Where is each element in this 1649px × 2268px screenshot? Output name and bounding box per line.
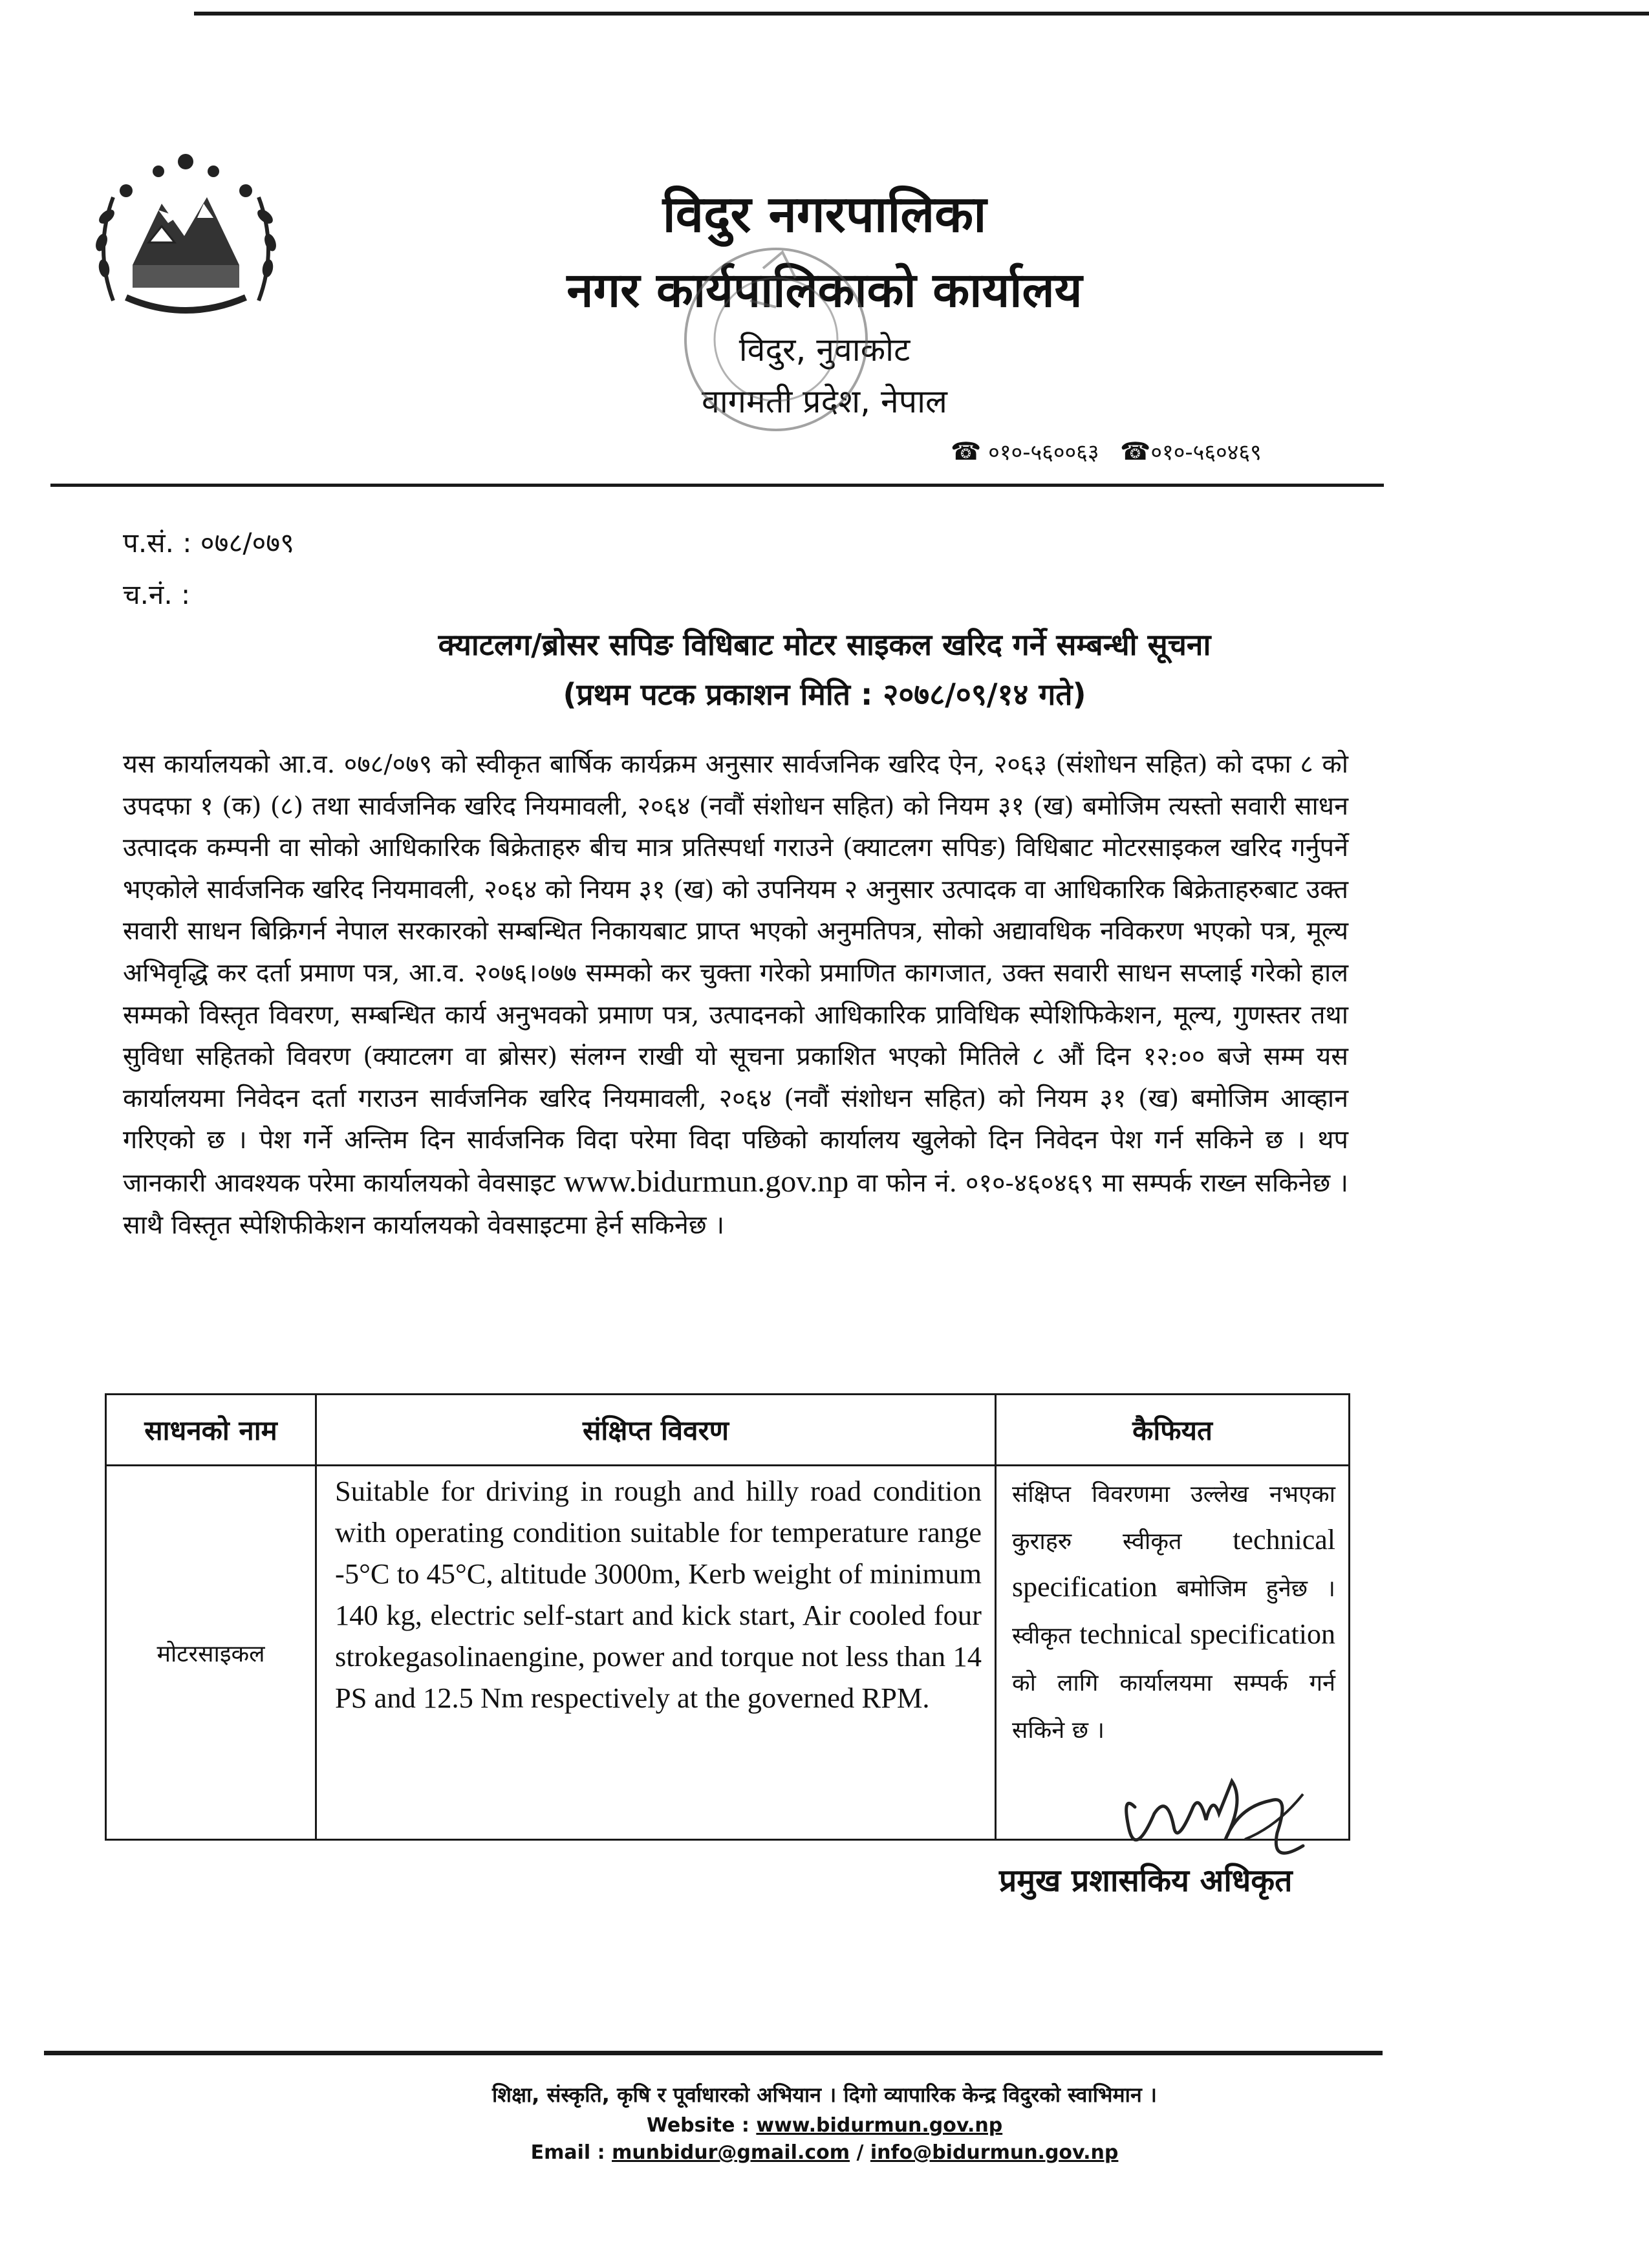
phone-numbers <box>951 436 1262 466</box>
address-line-2: वागमती प्रदेश, नेपाल <box>702 383 947 420</box>
footer-divider <box>44 2051 1383 2055</box>
column-header-item: साधनको नाम <box>106 1395 316 1466</box>
phone-number-2: ०१०-५६०४६९ <box>1150 440 1262 465</box>
signatory-designation: प्रमुख प्रशासकिय अधिकृत <box>999 1863 1293 1899</box>
footer-email <box>0 2141 1649 2164</box>
footer-slogan: शिक्षा, संस्कृति, कृषि र पूर्वाधारको अभियान । दिगो व्यापारिक केन्द्र विदुरको स्वाभिमान । <box>492 2082 1157 2107</box>
telephone-icon: ☎ <box>951 437 982 465</box>
notice-body <box>123 744 1348 1246</box>
footer-email-separator: / <box>850 2141 870 2164</box>
phone-number-1: ०१०-५६००६३ <box>988 440 1099 465</box>
footer-email-link-2[interactable]: info@bidurmun.gov.np <box>870 2141 1119 2164</box>
dispatch-number: च.नं. : <box>123 579 191 610</box>
body-text-part-2: वा फोन नं. ०१०-४६०४६९ मा सम्पर्क राख्न सकिनेछ । साथै विस्तृत स्पेशिफीकेशन कार्यालयको वेवसाइटमा हेर्न सकिनेछ । <box>123 1168 1348 1240</box>
footer-website <box>0 2114 1649 2137</box>
footer-website-label: Website : <box>646 2114 757 2137</box>
address-line-1: विदुर, नुवाकोट <box>738 331 911 369</box>
municipality-name: विदुर नगरपालिका <box>662 186 987 244</box>
notice-subject: क्याटलग/ब्रोसर सपिङ विधिबाट मोटर साइकल खरिद गर्ने सम्बन्धी सूचना <box>438 627 1211 662</box>
publication-date: (प्रथम पटक प्रकाशन मिति : २०७८/०९/१४ गते) <box>563 677 1086 712</box>
column-header-description: संक्षिप्त विवरण <box>316 1395 996 1466</box>
remarks-cell: संक्षिप्त विवरणमा उल्लेख नभएका कुराहरु स्वीकृत technical specification बमोजिम हुनेछ । स्वीकृत technical specification को लागि कार्यालयमा सम्पर्क गर्न सकिने छ । <box>996 1466 1350 1840</box>
table-header-row <box>106 1395 1350 1466</box>
telephone-icon: ☎ <box>1119 437 1151 465</box>
footer-email-link-1[interactable]: munbidur@gmail.com <box>612 2141 850 2164</box>
body-text-part-1: यस कार्यालयको आ.व. ०७८/०७९ को स्वीकृत बार्षिक कार्यक्रम अनुसार सार्वजनिक खरिद ऐन, २०६३ (संशोधन सहित) को दफा ८ को उपदफा १ (क) (८) तथा सार्वजनिक खरिद नियमावली, २०६४ (नवौं संशोधन सहित) को नियम ३१ (ख) बमोजिम त्यस्तो सवारी साधन उत्पादक कम्पनी वा सोको आधिकारिक बिक्रेताहरु बीच मात्र प्रतिस्पर्धा गराउने (क्याटलग सपिङ) विधिबाट मोटरसाइकल खरिद गर्नुपर्ने भएकोले सार्वजनिक खरिद नियमावली, २०६४ को नियम ३१ (ख) को उपनियम २ अनुसार उत्पादक वा आधिकारिक बिक्रेताहरुबाट उक्त सवारी साधन बिक्रिगर्न नेपाल सरकारको सम्बन्धित निकायबाट प्राप्त भएको अनुमतिपत्र, सोको अद्यावधिक नविकरण भएको पत्र, मूल्य अभिवृद्धि कर दर्ता प्रमाण पत्र, आ.व. २०७६।०७७ सम्मको कर चुक्ता गरेको प्रमाणित कागजात, उक्त सवारी साधन सप्लाई गरेको हाल सम्मको विस्तृत विवरण, सम्बन्धित कार्य अनुभवको प्रमाण पत्र, उत्पादनको आधिकारिक प्राविधिक स्पेशिफिकेशन, मूल्य, गुणस्तर तथा सुविधा सहितको विवरण (क्याटलग वा ब्रोसर) संलग्न राखी यो सूचना प्रकाशित भएको मितिले ८ औं दिन १२:०० बजे सम्म यस कार्यालयमा निवेदन दर्ता गराउन सार्वजनिक खरिद नियमावली, २०६४ (नवौं संशोधन सहित) को नियम ३१ (ख) बमोजिम आव्हान गरिएको छ । पेश गर्ने अन्तिम दिन सार्वजनिक विदा परेमा विदा पछिको कार्यालय खुलेको दिन निवेदन पेश गर्न सकिने छ । थप जानकारी आवश्यक परेमा कार्यालयको वेवसाइट <box>123 749 1348 1198</box>
header-divider <box>50 484 1384 487</box>
item-name-cell: मोटरसाइकल <box>106 1466 316 1840</box>
website-link[interactable]: www.bidurmun.gov.np <box>563 1164 849 1199</box>
office-name: नगर कार्यपालिकाको कार्यालय <box>566 262 1083 318</box>
top-border-line <box>194 12 1649 16</box>
letter-number: प.सं. : ०७८/०७९ <box>123 527 294 559</box>
column-header-remarks: कैफियत <box>996 1395 1350 1466</box>
description-cell: Suitable for driving in rough and hilly road condition with operating condition suitable for temperature range -5°C to 45°C, altitude 3000m, Kerb weight of minimum 140 kg, electric self-start and kick start, Air cooled four strokegasolinaengine, power and torque not less than 14 PS and 12.5 Nm respectively at the governed RPM. <box>316 1466 996 1840</box>
office-seal-stamp <box>601 223 899 462</box>
footer-email-label: Email : <box>530 2141 612 2164</box>
footer-website-link[interactable]: www.bidurmun.gov.np <box>756 2114 1003 2137</box>
